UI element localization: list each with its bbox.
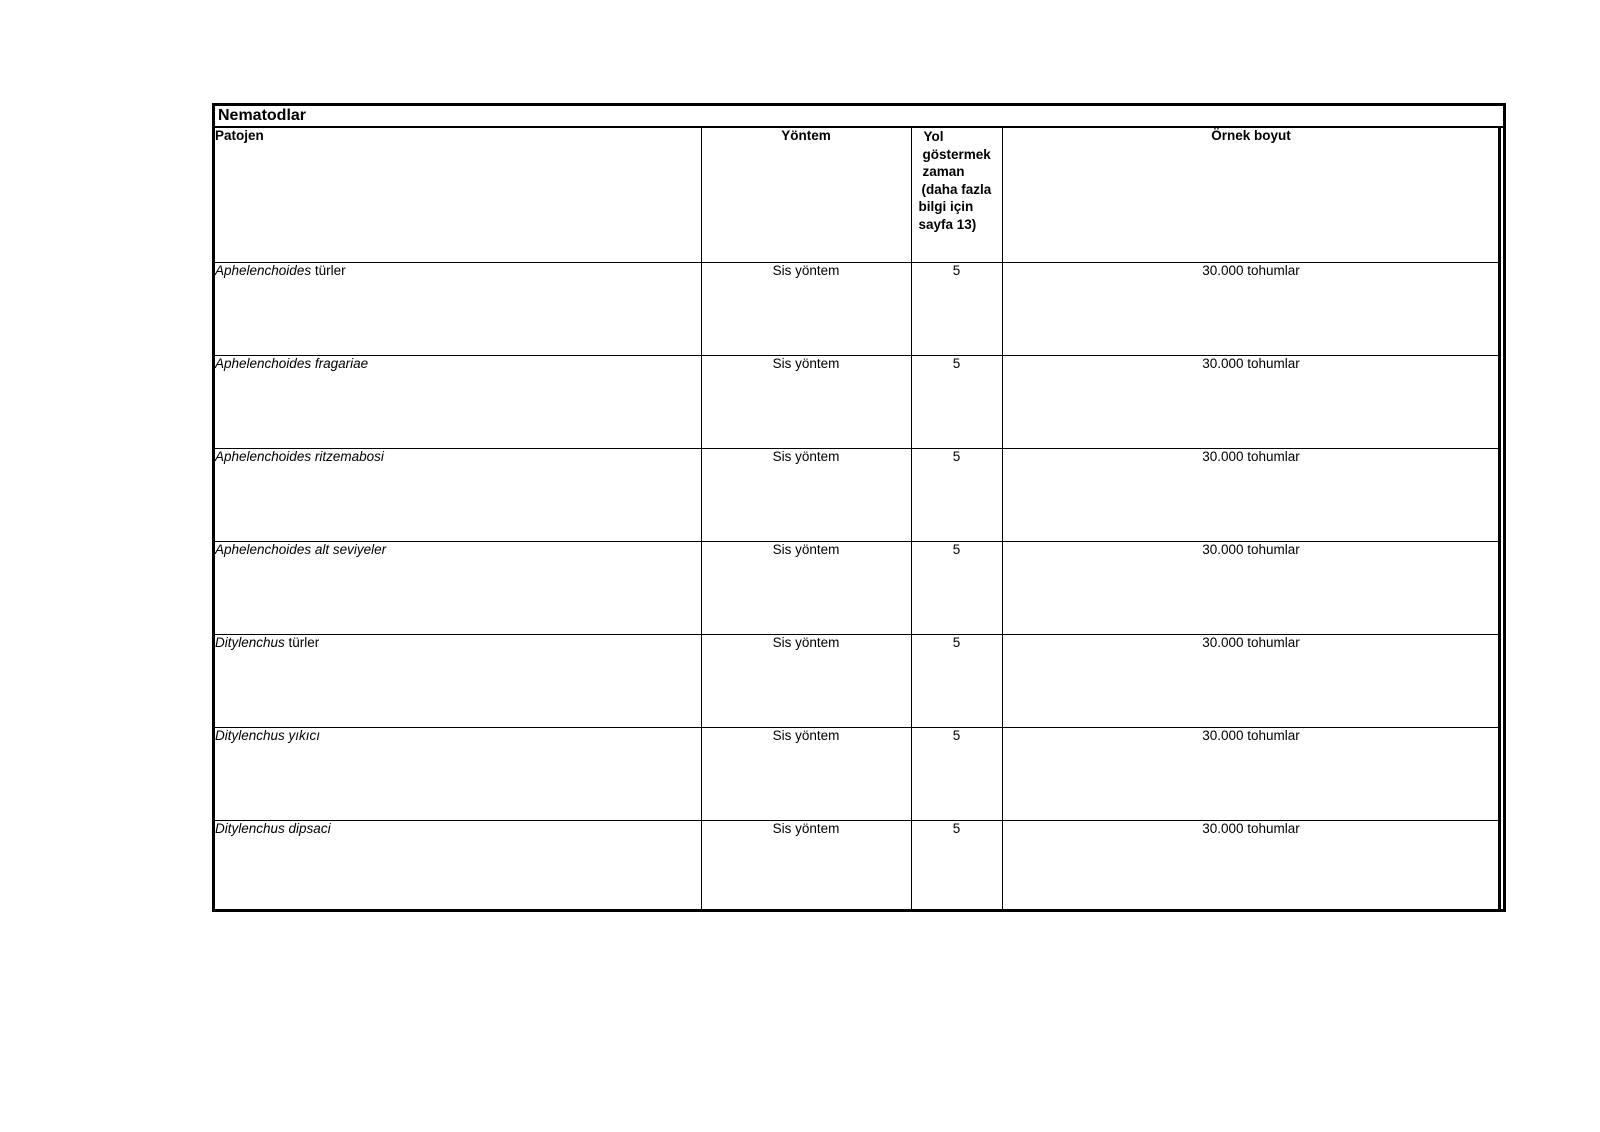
cell-patojen (215, 448, 701, 541)
cell-yol-gostermek-zaman: 5 (911, 727, 1002, 820)
nematode-table-frame (212, 103, 1506, 912)
cell-ornek-boyut: 30.000 tohumlar (1002, 355, 1500, 448)
cell-ornek-boyut: 30.000 tohumlar (1002, 820, 1500, 909)
cell-patojen (215, 262, 701, 355)
header-yol-line: (daha fazla (921, 181, 992, 197)
cell-patojen (215, 634, 701, 727)
table-row (215, 634, 1500, 727)
cell-patojen (215, 541, 701, 634)
table-row (215, 262, 1500, 355)
cell-patojen (215, 820, 701, 909)
pathogen-genus: Aphelenchoides (215, 355, 312, 371)
cell-yol-gostermek-zaman: 5 (911, 634, 1002, 727)
cell-ornek-boyut: 30.000 tohumlar (1002, 448, 1500, 541)
header-row (215, 128, 1500, 262)
cell-patojen (215, 727, 701, 820)
pathogen-species: alt seviyeler (314, 541, 387, 557)
pathogen-genus: Ditylenchus (215, 727, 285, 743)
cell-yontem: Sis yöntem (701, 262, 911, 355)
pathogen-species: türler (288, 634, 320, 650)
cell-yontem: Sis yöntem (701, 820, 911, 909)
cell-yol-gostermek-zaman: 5 (911, 262, 1002, 355)
pathogen-species: dipsaci (288, 820, 331, 836)
cell-yontem: Sis yöntem (701, 634, 911, 727)
pathogen-species: yıkıcı (288, 727, 321, 743)
cell-ornek-boyut: 30.000 tohumlar (1002, 541, 1500, 634)
pathogen-genus: Aphelenchoides (215, 448, 312, 464)
cell-yontem: Sis yöntem (701, 448, 911, 541)
pathogen-species: ritzemabosi (314, 448, 384, 464)
header-yol-line: bilgi için (918, 199, 974, 214)
cell-yol-gostermek-zaman: 5 (911, 355, 1002, 448)
cell-yontem: Sis yöntem (701, 355, 911, 448)
cell-yol-gostermek-zaman: 5 (911, 541, 1002, 634)
header-ornek-boyut: Örnek boyut (1002, 128, 1500, 262)
header-yol-line: Yol (923, 129, 944, 144)
cell-yol-gostermek-zaman: 5 (911, 448, 1002, 541)
header-yol-line: zaman (922, 164, 965, 179)
cell-yontem: Sis yöntem (701, 541, 911, 634)
cell-ornek-boyut: 30.000 tohumlar (1002, 634, 1500, 727)
header-yol-gostermek-zaman (911, 128, 1002, 262)
cell-yol-gostermek-zaman: 5 (911, 820, 1002, 909)
nematode-table (215, 128, 1501, 909)
pathogen-genus: Ditylenchus (215, 634, 285, 650)
cell-yontem: Sis yöntem (701, 727, 911, 820)
cell-ornek-boyut: 30.000 tohumlar (1002, 262, 1500, 355)
header-patojen: Patojen (215, 128, 701, 262)
header-yol-line: sayfa 13) (918, 216, 977, 232)
cell-patojen (215, 355, 701, 448)
pathogen-species: türler (314, 262, 346, 278)
pathogen-genus: Aphelenchoides (215, 262, 312, 278)
table-row (215, 820, 1500, 909)
table-row (215, 727, 1500, 820)
table-row (215, 541, 1500, 634)
pathogen-genus: Ditylenchus (215, 820, 285, 836)
cell-ornek-boyut: 30.000 tohumlar (1002, 727, 1500, 820)
header-yontem: Yöntem (701, 128, 911, 262)
table-row (215, 355, 1500, 448)
table-row (215, 448, 1500, 541)
pathogen-species: fragariae (314, 355, 369, 371)
pathogen-genus: Aphelenchoides (215, 541, 312, 557)
table-title: Nematodlar (215, 106, 1503, 128)
header-yol-line: göstermek (922, 146, 991, 162)
